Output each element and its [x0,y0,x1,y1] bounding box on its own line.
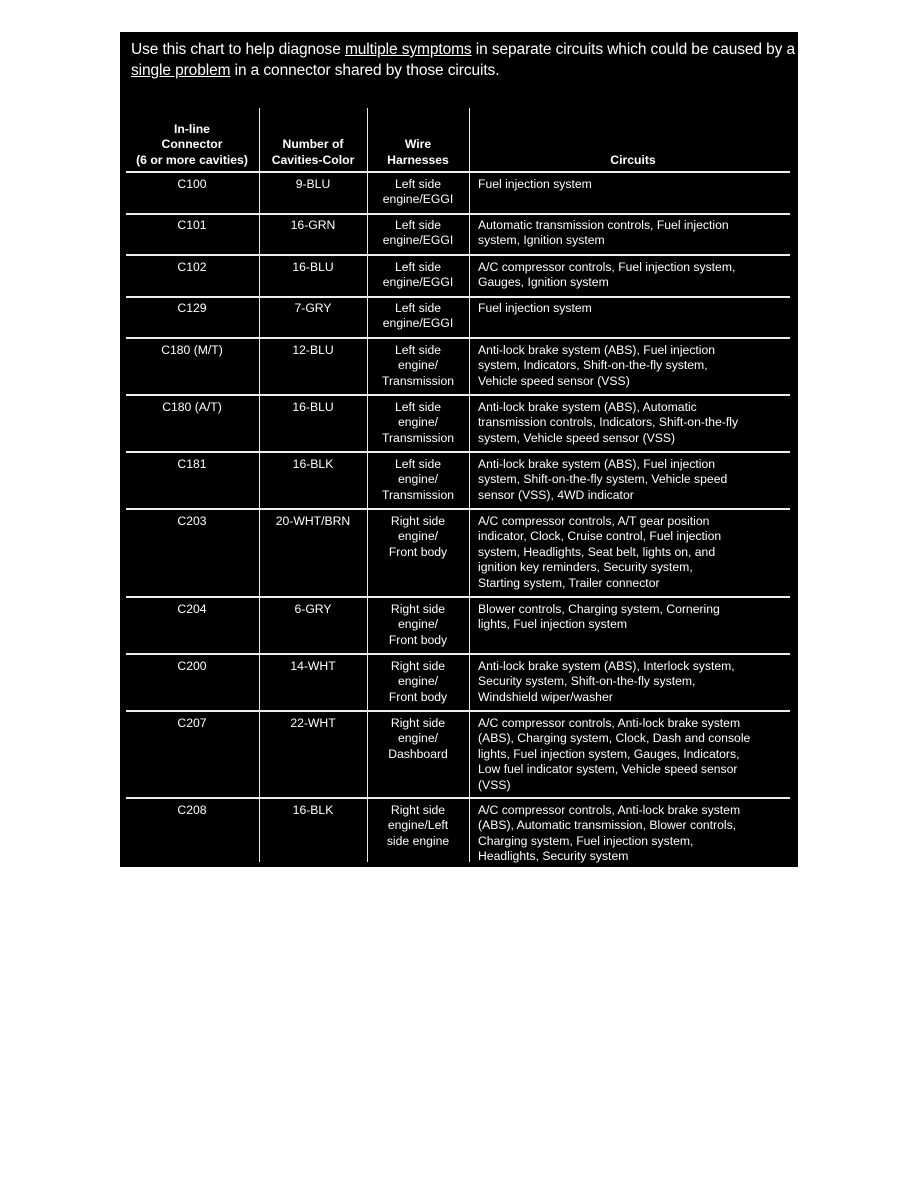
row-divider [126,596,790,598]
wire-harness: Right side engine/ Front body [388,602,448,647]
row-divider [126,653,790,655]
circuits: A/C compressor controls, Anti-lock brake system (ABS), Automatic transmission, Blower controls, Charging system, Fuel injection system, Headlights, Security system [478,803,741,864]
circuits: A/C compressor controls, Anti-lock brake system (ABS), Charging system, Clock, Dash and console lights, Fuel injection system, Gauges, Indicators, Low fuel indicator system, Vehicle speed sensor (VSS) [478,716,751,792]
cavities-color: 14-WHT [290,659,336,673]
circuits: Fuel injection system [478,177,592,191]
intro-text [131,39,796,81]
row-divider [126,213,790,215]
circuits: Anti-lock brake system (ABS), Fuel injection system, Shift-on-the-fly system, Vehicle speed sensor (VSS), 4WD indicator [478,457,728,502]
connector-id: C180 (M/T) [161,343,223,357]
column-divider [469,108,470,862]
connector-id: C102 [177,260,207,274]
connector-id: C180 (A/T) [162,400,222,414]
connector-id: C208 [177,803,207,817]
row-divider [126,337,790,339]
row-divider [126,171,790,173]
row-divider [126,451,790,453]
cavities-color: 9-BLU [295,177,331,191]
connector-id: C100 [177,177,207,191]
row-divider [126,710,790,712]
wire-harness: Left side engine/ Transmission [381,400,454,445]
cavities-color: 16-BLU [292,400,334,414]
circuits: Fuel injection system [478,301,592,315]
cavities-color: 16-BLK [292,457,334,471]
row-divider [126,254,790,256]
connector-id: C129 [177,301,207,315]
cavities-color: 16-GRN [290,218,336,232]
connector-id: C204 [177,602,207,616]
row-divider [126,394,790,396]
circuits: Blower controls, Charging system, Cornering lights, Fuel injection system [478,602,720,632]
connector-chart-panel [120,32,798,867]
intro-emphasis-single-problem: single problem [131,62,231,79]
wire-harness: Right side engine/ Front body [388,514,448,559]
circuits: Anti-lock brake system (ABS), Interlock system, Security system, Shift-on-the-fly system, Windshield wiper/washer [478,659,735,704]
cavities-color: 16-BLU [292,260,334,274]
connector-id: C207 [177,716,207,730]
connector-id: C203 [177,514,207,528]
wire-harness: Left side engine/EGGI [382,260,454,290]
circuits: Anti-lock brake system (ABS), Fuel injection system, Indicators, Shift-on-the-fly system, Vehicle speed sensor (VSS) [478,343,716,388]
intro-part-3: in a connector shared by those circuits. [230,62,500,79]
connector-id: C101 [177,218,207,232]
connector-id: C200 [177,659,207,673]
circuits: Anti-lock brake system (ABS), Automatic transmission controls, Indicators, Shift-on-the-fly system, Vehicle speed sensor (VSS) [478,400,739,445]
wire-harness: Right side engine/Left side engine [386,803,450,848]
cavities-color: 22-WHT [290,716,336,730]
wire-harness: Right side engine/ Dashboard [388,716,448,761]
cavities-color: 16-BLK [292,803,334,817]
wire-harness: Left side engine/ Transmission [381,343,454,388]
header-harness: Wire Harnesses [387,137,449,167]
wire-harness: Right side engine/ Front body [388,659,448,704]
connector-id: C181 [177,457,207,471]
cavities-color: 6-GRY [294,602,332,616]
intro-emphasis-multiple-symptoms: multiple symptoms [344,41,472,58]
header-circuits: Circuits [610,152,656,167]
wire-harness: Left side engine/EGGI [382,177,454,207]
wire-harness: Left side engine/ Transmission [381,457,454,502]
row-divider [126,797,790,799]
header-connector: In-line Connector (6 or more cavities) [136,121,248,167]
row-divider [126,296,790,298]
intro-part-1: Use this chart to help diagnose [131,41,345,58]
wire-harness: Left side engine/EGGI [382,218,454,248]
wire-harness: Left side engine/EGGI [382,301,454,331]
cavities-color: 20-WHT/BRN [275,514,351,528]
circuits: A/C compressor controls, Fuel injection system, Gauges, Ignition system [478,260,736,290]
cavities-color: 12-BLU [292,343,334,357]
circuits: A/C compressor controls, A/T gear position indicator, Clock, Cruise control, Fuel injection system, Headlights, Seat belt, lights on, and ignition key reminders, Security system, Starting system, Trailer connector [478,514,722,590]
circuits: Automatic transmission controls, Fuel injection system, Ignition system [478,218,729,248]
row-divider [126,508,790,510]
cavities-color: 7-GRY [294,301,332,315]
header-cavities: Number of Cavities-Color [271,137,355,167]
intro-part-2: in separate circuits which could be caused by a [471,41,796,58]
